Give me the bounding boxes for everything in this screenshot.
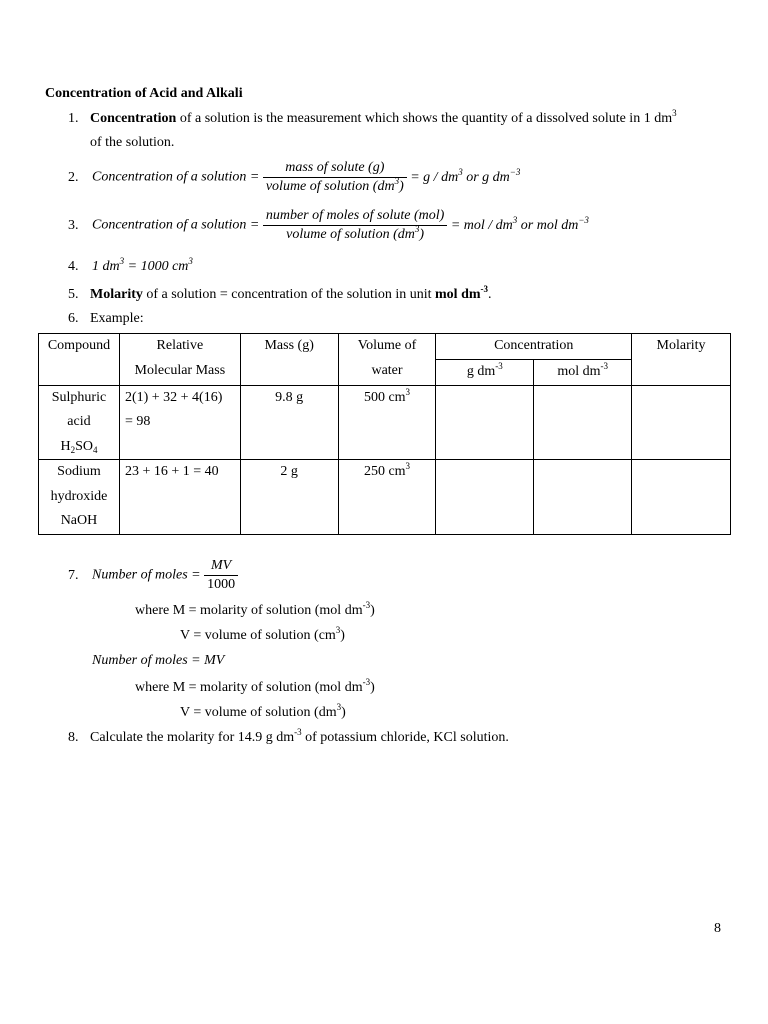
formula-7-lhs: Number of moles =	[92, 567, 201, 583]
cell-conc-g-sodium-hydroxide	[436, 460, 534, 535]
where-volume-line-1: V = volume of solution $(cm^3)$	[180, 625, 345, 643]
formula-concentration-moles	[92, 207, 589, 244]
cell-mass-sulphuric-acid: 9.8 g	[240, 385, 338, 460]
page-number: 8	[714, 921, 721, 936]
question-8-text: Calculate the molarity for 14.9 g $dm^{-3}$ of potassium chloride, KCl solution.	[90, 727, 509, 745]
item-1-term: Concentration	[90, 111, 177, 126]
cell-rmm-sulphuric-acid: 2(1) + 32 + 4(16) = 98	[119, 385, 240, 460]
item-1-definition: of a solution is the measurement which shows the quantity of a dissolved solute in 1 dm	[176, 111, 673, 126]
formula-7-denominator: 1000	[207, 577, 236, 592]
where-molarity-line-1: where M = molarity of solution (mol $dm^{-3}$)	[135, 600, 375, 618]
item-number-5: 5.	[68, 287, 79, 302]
item-number-4: 4.	[68, 259, 79, 274]
cell-conc-g-sulphuric-acid	[436, 385, 534, 460]
formula-2-fraction	[263, 159, 407, 196]
header-mass: Mass (g)	[240, 334, 338, 386]
item-1-text-line2: of the solution.	[90, 135, 175, 150]
formula-2-lhs: Concentration of a solution =	[92, 169, 260, 185]
table-header-row	[39, 334, 731, 360]
formula-2-denominator: volume of solution $(dm^3)$	[265, 176, 404, 194]
item-5-text: Molarity of a solution = concentration of the solution in unit mol $dm^{-3}$.	[90, 284, 492, 302]
item-1-sup: 3	[672, 108, 677, 118]
formula-3-numerator: number of moles of solute (mol)	[263, 207, 447, 226]
cell-compound-sodium-hydroxide: Sodium hydroxide NaOH	[39, 460, 120, 535]
formula-3-fraction	[263, 207, 447, 244]
header-volume-of-water: Volume of water	[338, 334, 436, 386]
item-number-8: 8.	[68, 730, 79, 745]
header-conc-g-dm3: g $dm^{-3}$	[436, 360, 534, 386]
item-1-text	[90, 108, 677, 127]
header-compound: Compound	[39, 334, 120, 386]
cell-mass-sodium-hydroxide: 2 g	[240, 460, 338, 535]
formula-concentration-mass	[92, 159, 520, 196]
table-row	[39, 460, 731, 535]
cell-conc-mol-sulphuric-acid	[534, 385, 632, 460]
formula-7-numerator: MV	[204, 557, 238, 576]
header-conc-mol-dm3: mol $dm^{-3}$	[534, 360, 632, 386]
header-molarity: Molarity	[632, 334, 731, 386]
example-label: Example:	[90, 311, 144, 326]
unit-conversion: 1 $dm^3 = 1000$ $cm^3$	[92, 256, 193, 274]
section-heading: Concentration of Acid and Alkali	[45, 86, 243, 101]
cell-molarity-sodium-hydroxide	[632, 460, 731, 535]
cell-conc-mol-sodium-hydroxide	[534, 460, 632, 535]
example-table	[38, 333, 731, 535]
formula-3-lhs: Concentration of a solution =	[92, 217, 260, 233]
molarity-unit: mol $dm^{-3}$	[435, 284, 489, 302]
cell-rmm-sodium-hydroxide: 23 + 16 + 1 = 40	[119, 460, 240, 535]
formula-3-denominator: volume of solution $(dm^3)$	[286, 224, 425, 242]
item-number-7: 7.	[68, 568, 79, 583]
formula-7-fraction	[204, 557, 238, 594]
formula-moles-mv: Number of moles = MV	[92, 653, 225, 668]
item-number-3: 3.	[68, 218, 79, 233]
molarity-term: Molarity	[90, 287, 143, 302]
cell-volume-sulphuric-acid: 500 $cm^3$	[338, 385, 436, 460]
where-molarity-line-2: where M = molarity of solution (mol $dm^{-3}$)	[135, 677, 375, 695]
item-number-6: 6.	[68, 311, 79, 326]
formula-2-numerator: mass of solute (g)	[263, 159, 407, 178]
table-row	[39, 385, 731, 460]
item-number-1: 1.	[68, 111, 79, 126]
formula-moles-mv-1000	[92, 557, 238, 594]
formula-2-rhs: = g / $dm^3$ or g $dm^{-3}$	[410, 166, 521, 185]
item-number-2: 2.	[68, 170, 79, 185]
header-relative-molecular-mass: Relative Molecular Mass	[119, 334, 240, 386]
where-volume-line-2: V = volume of solution $(dm^3)$	[180, 702, 346, 720]
cell-compound-sulphuric-acid: Sulphuric acid $H_2SO_4$	[39, 385, 120, 460]
cell-molarity-sulphuric-acid	[632, 385, 731, 460]
header-concentration: Concentration	[436, 334, 632, 360]
cell-volume-sodium-hydroxide: 250 $cm^3$	[338, 460, 436, 535]
formula-3-rhs: = mol / $dm^3$ or mol $dm^{-3}$	[450, 214, 589, 233]
